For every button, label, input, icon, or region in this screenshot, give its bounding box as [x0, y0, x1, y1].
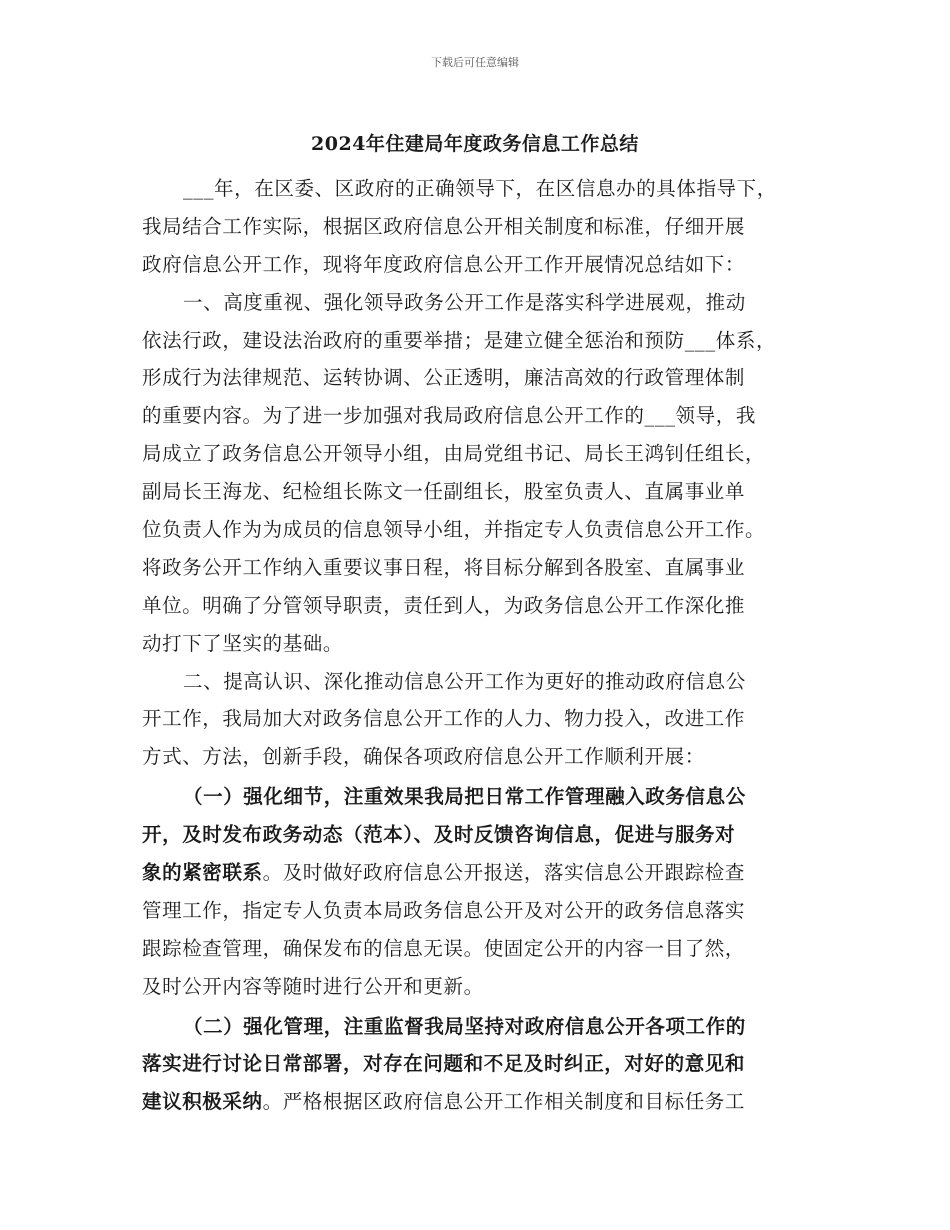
text-line	[142, 1008, 812, 1046]
text-line	[142, 625, 812, 663]
paragraph	[142, 1006, 812, 1122]
paragraph	[142, 663, 812, 777]
paragraph	[142, 776, 812, 1005]
document-title: 2024年住建局年度政务信息工作总结	[311, 133, 639, 155]
text-line	[142, 663, 812, 701]
text-line	[142, 1045, 812, 1083]
text-line	[142, 322, 812, 360]
text-run: 。严格根据区政府信息公开工作相关制度和目标任务工	[262, 1090, 746, 1114]
bold-text-run: 象的紧密联系	[142, 861, 263, 885]
text-line	[142, 549, 812, 587]
text-run: 及时公开内容等随时进行公开和更新。	[142, 974, 484, 998]
text-line	[142, 587, 812, 625]
text-run: 管理工作，指定专人负责本局政务信息公开及对公开的政务信息落实	[142, 898, 746, 922]
text-line	[142, 968, 812, 1006]
text-run: 的重要内容。为了进一步加强对我局政府信息公开工作的___领导，我	[142, 404, 756, 428]
text-line	[142, 246, 812, 284]
text-run: 开工作，我局加大对政务信息公开工作的人力、物力投入，改进工作	[142, 707, 746, 731]
text-run: 依法行政，建设法治政府的重要举措；是建立健全惩治和预防___体系，	[142, 328, 777, 352]
text-run: 局成立了政务信息公开领导小组，由局党组书记、局长王鸿钊任组长，	[142, 442, 766, 466]
text-line	[142, 854, 812, 892]
text-run: 一、高度重视、强化领导政务公开工作是落实科学进展观，推动	[183, 290, 746, 314]
bold-text-run: 落实进行讨论日常部署，对存在问题和不足及时纠正，对好的意见和	[142, 1052, 746, 1076]
text-run: 副局长王海龙、纪检组长陈文一任副组长，股室负责人、直属事业单	[142, 480, 746, 504]
text-run: 位负责人作为为成员的信息领导小组，并指定专人负责信息公开工作。	[142, 518, 766, 542]
text-run: 方式、方法，创新手段，确保各项政府信息公开工作顺利开展：	[142, 745, 705, 769]
text-line	[142, 930, 812, 968]
text-run: 跟踪检查管理，确保发布的信息无误。使固定公开的内容一目了然，	[142, 936, 746, 960]
text-run: 我局结合工作实际，根据区政府信息公开相关制度和标准，仔细开展	[142, 214, 746, 238]
bold-text-run: （一）强化细节，注重效果我局把日常工作管理融入政务信息公	[183, 785, 746, 809]
text-line	[142, 511, 812, 549]
text-line	[142, 397, 812, 435]
text-run: 政府信息公开工作，现将年度政府信息公开工作开展情况总结如下：	[142, 252, 746, 276]
page-header-note: 下载后可任意编辑	[431, 56, 519, 69]
text-run: 形成行为法律规范、运转协调、公正透明，廉洁高效的行政管理体制	[142, 366, 746, 390]
text-line	[142, 359, 812, 397]
text-line	[142, 816, 812, 854]
text-line	[142, 473, 812, 511]
document-body	[142, 170, 812, 1121]
text-run: 单位。明确了分管领导职责，责任到人，为政务信息公开工作深化推	[142, 593, 746, 617]
text-line	[142, 1083, 812, 1121]
text-line	[142, 738, 812, 776]
text-run: 将政务公开工作纳入重要议事日程，将目标分解到各股室、直属事业	[142, 555, 746, 579]
text-line	[142, 778, 812, 816]
text-line	[142, 700, 812, 738]
text-line	[142, 170, 812, 208]
bold-text-run: （二）强化管理，注重监督我局坚持对政府信息公开各项工作的	[183, 1014, 746, 1038]
text-line	[142, 208, 812, 246]
text-run: 动打下了坚实的基础。	[142, 631, 344, 655]
paragraph	[142, 284, 812, 663]
text-line	[142, 435, 812, 473]
bold-text-run: 建议积极采纳	[142, 1090, 263, 1114]
text-run: ___年，在区委、区政府的正确领导下，在区信息办的具体指导下，	[183, 177, 777, 200]
paragraph	[142, 170, 812, 284]
text-line	[142, 284, 812, 322]
text-run: 。及时做好政府信息公开报送，落实信息公开跟踪检查	[262, 861, 746, 885]
text-run: 二、提高认识、深化推动信息公开工作为更好的推动政府信息公	[183, 669, 746, 693]
text-line	[142, 892, 812, 930]
bold-text-run: 开，及时发布政务动态（范本）、及时反馈咨询信息，促进与服务对	[142, 823, 736, 847]
